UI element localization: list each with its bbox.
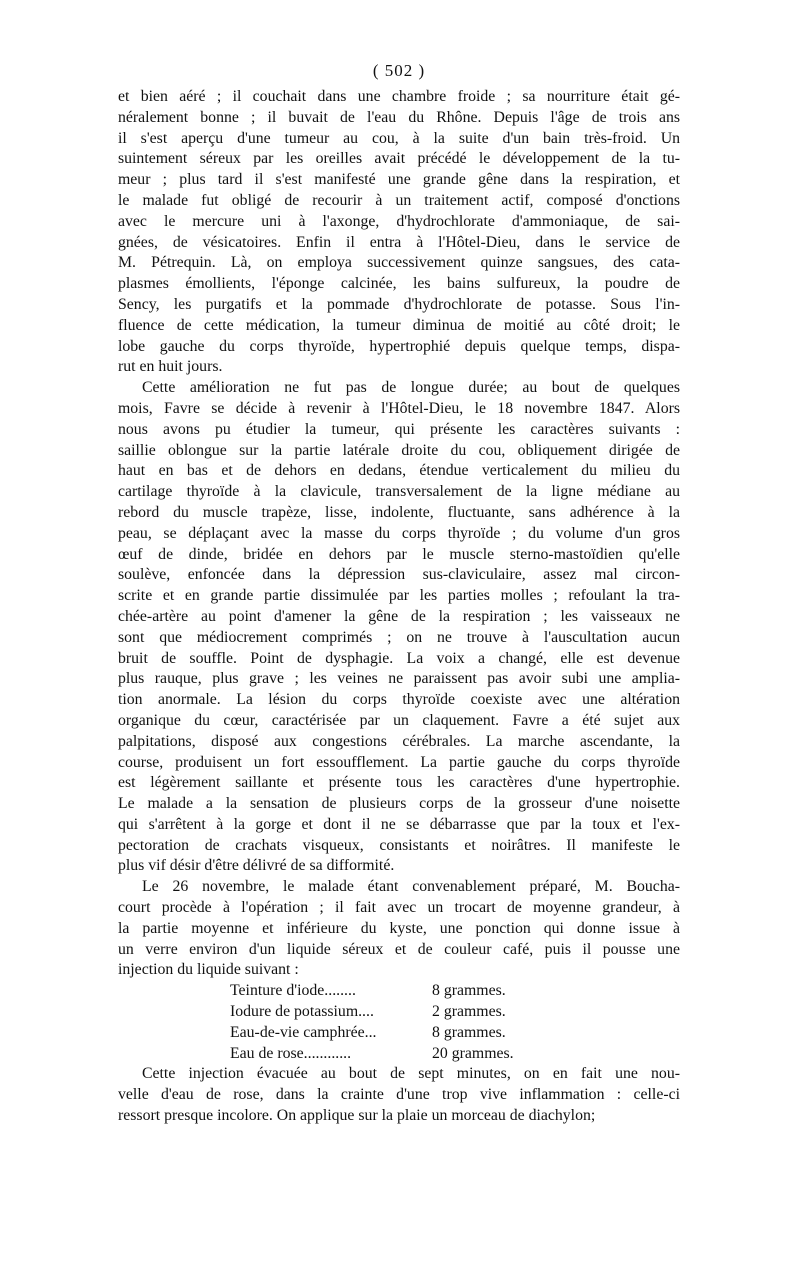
text-line: plus vif désir d'être délivré de sa difformité.: [118, 857, 395, 875]
recipe-list: [230, 981, 680, 1064]
paragraph: [118, 87, 680, 378]
recipe-item: [230, 981, 680, 1002]
text-line: suintement séreux par les oreilles avait précédé le développement de la tu-: [118, 150, 680, 168]
text-line: velle d'eau de rose, dans la crainte d'une trop vive inflammation : celle-ci: [118, 1086, 680, 1104]
paragraph: [118, 877, 680, 981]
text-line: chée-artère au point d'amener la gêne de la respiration ; les vaisseaux ne: [118, 607, 680, 625]
text-line: le malade fut obligé de recourir à un traitement actif, composé d'onctions: [118, 191, 680, 209]
text-line: court procède à l'opération ; il fait avec un trocart de moyenne grandeur, à: [118, 899, 680, 917]
recipe-item: [230, 1002, 680, 1023]
recipe-amount: 8 grammes.: [432, 1023, 506, 1041]
paragraph: [118, 378, 680, 877]
text-line: M. Pétrequin. Là, on employa successivement quinze sangsues, des cata-: [118, 254, 680, 272]
page-number: ( 502 ): [372, 61, 426, 80]
text-line: fluence de cette médication, la tumeur diminua de moitié au côté droit; le: [118, 316, 680, 334]
text-line: œuf de dinde, bridée en dehors par le muscle sterno-mastoïdien qu'elle: [118, 545, 680, 563]
paragraph: [118, 1064, 680, 1126]
text-line: nous avons pu étudier la tumeur, qui présente les caractères suivants :: [118, 420, 680, 438]
text-line: bruit de souffle. Point de dysphagie. La voix a changé, elle est devenue: [118, 649, 680, 667]
text-line: cartilage thyroïde à la clavicule, transversalement de la ligne médiane au: [118, 483, 680, 501]
text-line: Cette amélioration ne fut pas de longue durée; au bout de quelques: [142, 379, 680, 397]
text-line: rebord du muscle trapèze, lisse, indolente, fluctuante, sans adhérence à la: [118, 503, 680, 521]
recipe-ingredient: Eau de rose............: [230, 1044, 352, 1062]
text-line: la partie moyenne et inférieure du kyste, une ponction qui donne issue à: [118, 919, 680, 937]
text-line: plasmes émollients, l'éponge calcinée, les bains sulfureux, la poudre de: [118, 275, 680, 293]
text-line: Sency, les purgatifs et la pommade d'hydrochlorate de potasse. Sous l'in-: [118, 295, 680, 313]
text-line: sont que médiocrement comprimés ; on ne trouve à l'auscultation aucun: [118, 628, 680, 646]
text-line: plus rauque, plus grave ; les veines ne paraissent pas avoir subi une amplia-: [118, 670, 680, 688]
text-line: Le 26 novembre, le malade étant convenablement préparé, M. Boucha-: [142, 878, 680, 896]
text-line: meur ; plus tard il s'est manifesté une grande gêne dans la respiration, et: [118, 171, 680, 189]
text-line: avec le mercure uni à l'axonge, d'hydrochlorate d'ammoniaque, de sai-: [118, 212, 680, 230]
recipe-item: [230, 1023, 680, 1044]
text-line: ressort presque incolore. On applique sur la plaie un morceau de diachylon;: [118, 1107, 596, 1125]
text-line: soulève, enfoncée dans la dépression sus-claviculaire, assez mal circon-: [118, 566, 680, 584]
recipe-ingredient: Teinture d'iode........: [230, 982, 356, 1000]
recipe-ingredient: Eau-de-vie camphrée...: [230, 1023, 377, 1041]
recipe-ingredient: Iodure de potassium....: [230, 1003, 374, 1021]
text-line: organique du cœur, caractérisée par un claquement. Favre a été sujet aux: [118, 711, 680, 729]
text-line: course, produisent un fort essoufflement. La partie gauche du corps thyroïde: [118, 753, 680, 771]
text-line: haut en bas et de dehors en dedans, étendue verticalement du milieu du: [118, 462, 680, 480]
recipe-item: [230, 1044, 680, 1065]
text-line: injection du liquide suivant :: [118, 961, 299, 979]
text-line: peau, se déplaçant avec la masse du corps thyroïde ; du volume d'un gros: [118, 524, 680, 542]
text-line: et bien aéré ; il couchait dans une chambre froide ; sa nourriture était gé-: [118, 88, 680, 105]
text-line: un verre environ d'un liquide séreux et de couleur café, puis il pousse une: [118, 940, 680, 958]
text-line: pectoration de crachats visqueux, consistants et noirâtres. Il manifeste le: [118, 836, 680, 854]
text-line: tion anormale. La lésion du corps thyroïde coexiste avec une altération: [118, 691, 680, 709]
text-line: Le malade a la sensation de plusieurs corps de la grosseur d'une noisette: [118, 795, 680, 813]
closing-paragraph: [118, 1064, 680, 1126]
text-line: gnées, de vésicatoires. Enfin il entra à l'Hôtel-Dieu, dans le service de: [118, 233, 680, 251]
body-text: [118, 87, 680, 981]
text-line: saillie oblongue sur la partie latérale droite du cou, obliquement dirigée de: [118, 441, 680, 459]
text-line: il s'est aperçu d'une tumeur au cou, à la suite d'un bain très-froid. Un: [118, 129, 680, 147]
text-line: rut en huit jours.: [118, 358, 223, 376]
text-line: lobe gauche du corps thyroïde, hypertrophié depuis quelque temps, dispa-: [118, 337, 680, 355]
text-line: scrite et en grande partie dissimulée par les parties molles ; refoulant la tra-: [118, 587, 680, 605]
recipe-amount: 8 grammes.: [432, 982, 506, 1000]
text-line: qui s'arrêtent à la gorge et dont il ne se débarrasse que par la toux et l'ex-: [118, 815, 680, 833]
document-page: [118, 58, 680, 1127]
text-line: néralement bonne ; il buvait de l'eau du Rhône. Depuis l'âge de trois ans: [118, 108, 680, 126]
text-line: Cette injection évacuée au bout de sept minutes, on en fait une nou-: [142, 1065, 680, 1083]
recipe-amount: 20 grammes.: [432, 1044, 514, 1062]
recipe-amount: 2 grammes.: [432, 1003, 506, 1021]
text-line: mois, Favre se décide à revenir à l'Hôtel-Dieu, le 18 novembre 1847. Alors: [118, 399, 680, 417]
text-line: palpitations, disposé aux congestions cérébrales. La marche ascendante, la: [118, 732, 680, 750]
text-line: est légèrement saillante et présente tous les caractères d'une hypertrophie.: [118, 774, 680, 792]
